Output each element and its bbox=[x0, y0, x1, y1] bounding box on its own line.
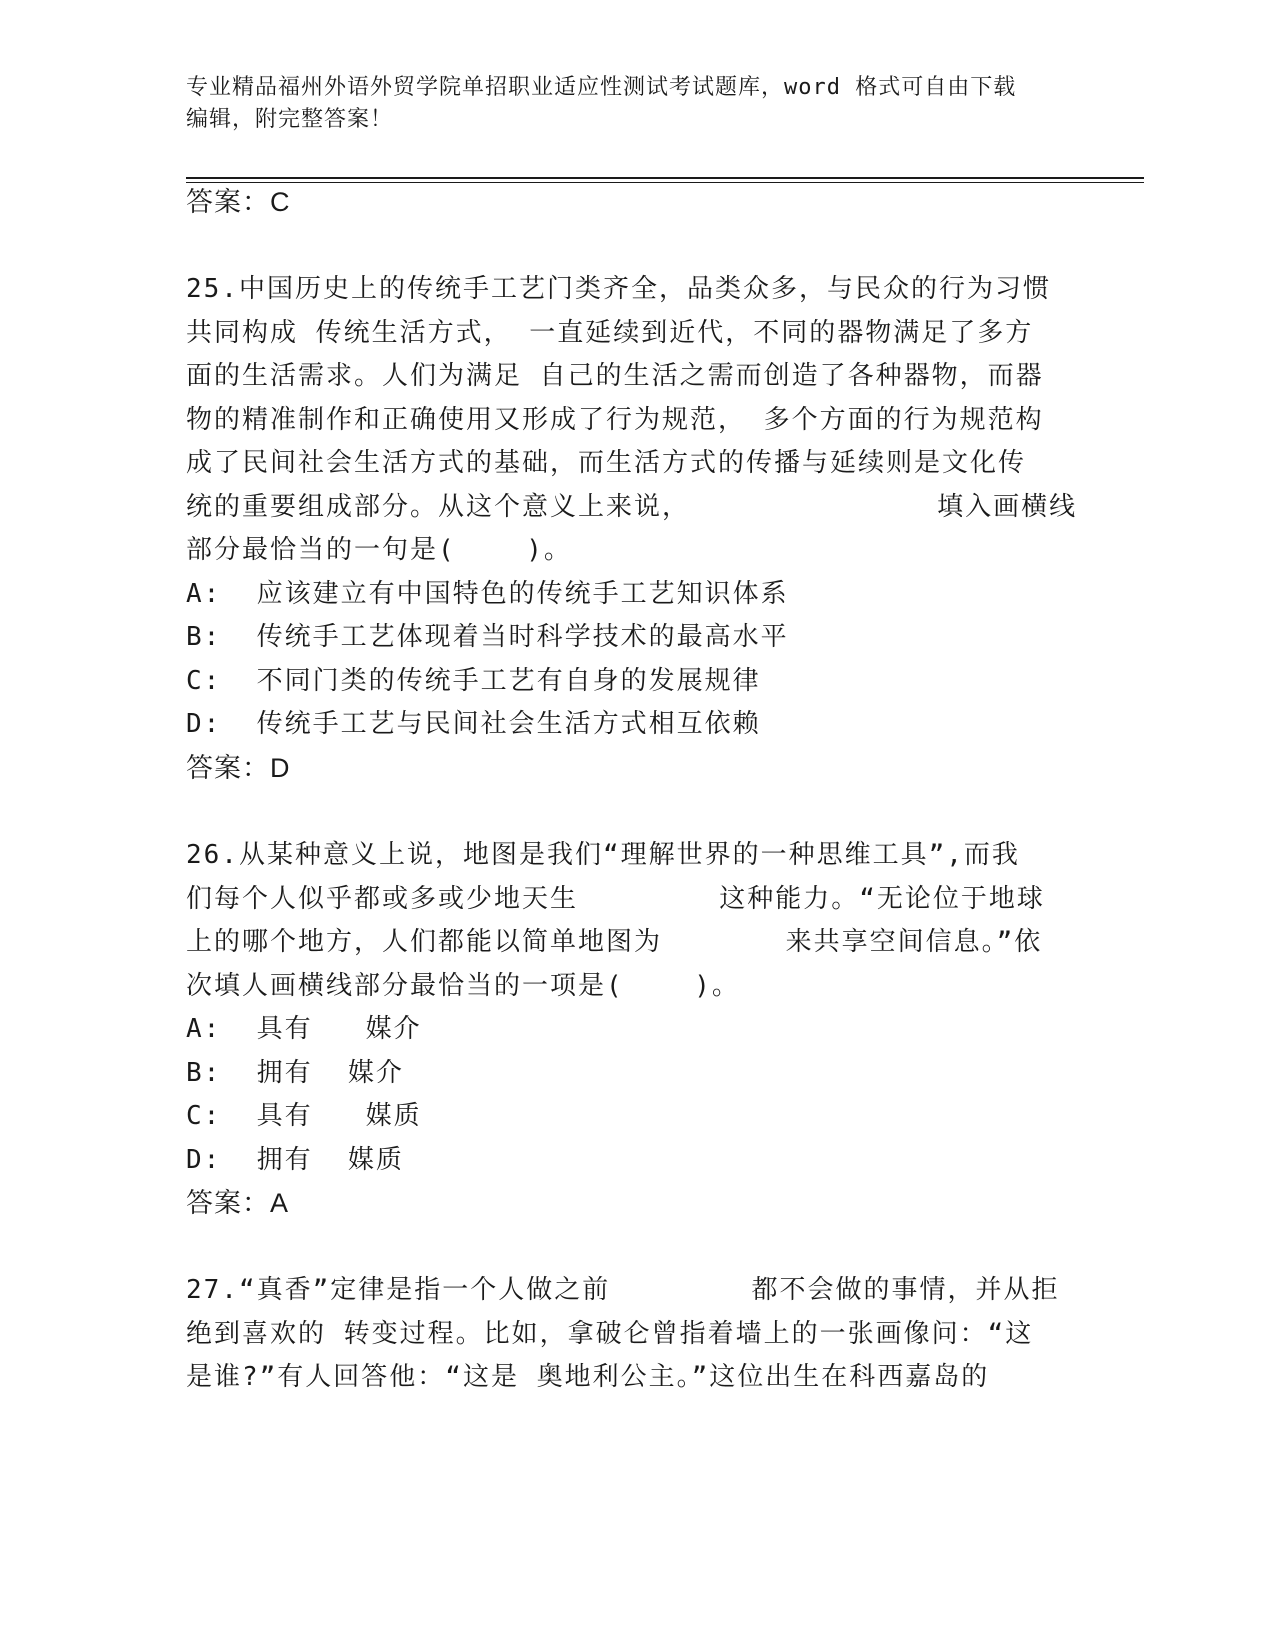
q26-option-c: C: 具有 媒质 bbox=[186, 1101, 422, 1131]
q27-text-line: 27.“真香”定律是指一个人做之前 都不会做的事情，并从拒 bbox=[186, 1275, 1060, 1305]
q26-text-line: 次填人画横线部分最恰当的一项是( )。 bbox=[186, 971, 740, 1001]
header-rule-thick bbox=[186, 177, 1144, 179]
q25-text-line: 部分最恰当的一句是( )。 bbox=[186, 535, 572, 565]
q26-option-d: D: 拥有 媒质 bbox=[186, 1145, 404, 1175]
document-header bbox=[186, 72, 1066, 136]
q26-text-line: 26.从某种意义上说，地图是我们“理解世界的一种思维工具”,而我 bbox=[186, 840, 1020, 870]
q25-text-line: 面的生活需求。人们为满足 自己的生活之需而创造了各种器物，而器 bbox=[186, 361, 1044, 391]
q25-text-line: 25.中国历史上的传统手工艺门类齐全，品类众多，与民众的行为习惯 bbox=[186, 274, 1051, 304]
q25-text-line: 统的重要组成部分。从这个意义上来说， 填入画横线 bbox=[186, 492, 1078, 522]
q26-answer: 答案：A bbox=[186, 1188, 290, 1218]
q25-text-line: 成了民间社会生活方式的基础，而生活方式的传播与延续则是文化传 bbox=[186, 448, 1027, 478]
q26-option-b: B: 拥有 媒介 bbox=[186, 1058, 404, 1088]
q27-text-line: 是谁?”有人回答他：“这是 奥地利公主。”这位出生在科西嘉岛的 bbox=[186, 1362, 990, 1392]
q26-option-a: A: 具有 媒介 bbox=[186, 1014, 422, 1044]
q26-text-line: 上的哪个地方，人们都能以简单地图为 来共享空间信息。”依 bbox=[186, 927, 1043, 957]
answer-previous: 答案：C bbox=[186, 187, 291, 217]
q25-option-d: D: 传统手工艺与民间社会生活方式相互依赖 bbox=[186, 709, 761, 739]
q25-text-line: 共同构成 传统生活方式， 一直延续到近代，不同的器物满足了多方 bbox=[186, 318, 1034, 348]
q25-answer: 答案：D bbox=[186, 753, 291, 783]
q26-text-line: 们每个人似乎都或多或少地天生 这种能力。“无论位于地球 bbox=[186, 884, 1045, 914]
q25-text-line: 物的精准制作和正确使用又形成了行为规范， 多个方面的行为规范构 bbox=[186, 405, 1044, 435]
q25-option-b: B: 传统手工艺体现着当时科学技术的最高水平 bbox=[186, 622, 789, 652]
header-rule-thin bbox=[186, 182, 1144, 183]
header-line-1: 专业精品福州外语外贸学院单招职业适应性测试考试题库，word 格式可自由下载 bbox=[186, 75, 1017, 100]
q25-option-a: A: 应该建立有中国特色的传统手工艺知识体系 bbox=[186, 579, 789, 609]
q25-option-c: C: 不同门类的传统手工艺有自身的发展规律 bbox=[186, 666, 761, 696]
q27-text-line: 绝到喜欢的 转变过程。比如，拿破仑曾指着墙上的一张画像问：“这 bbox=[186, 1319, 1034, 1349]
header-line-2: 编辑，附完整答案！ bbox=[186, 107, 394, 132]
